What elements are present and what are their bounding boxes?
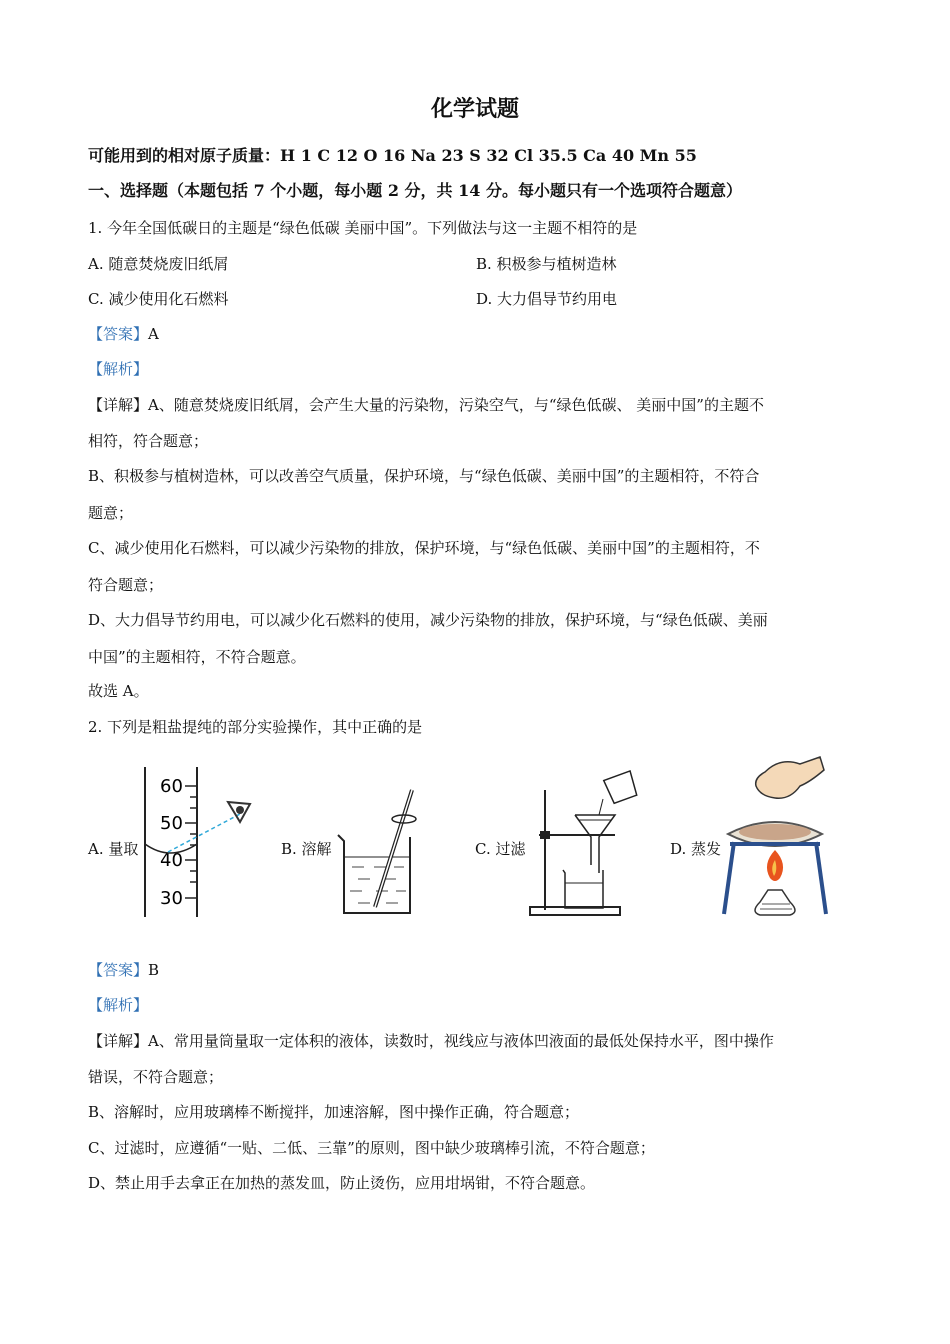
q1-option-d: D. 大力倡导节约用电 [476,290,618,308]
detail-tag: 【详解】 [88,1032,149,1050]
q1-option-c: C. 减少使用化石燃料 [88,290,229,308]
tick-label: 30 [160,888,183,909]
q2-stem: 2. 下列是粗盐提纯的部分实验操作，其中正确的是 [88,718,423,736]
answer-tag: 【答案】 [88,325,149,343]
answer-value: B [148,961,160,979]
evaporation-figure [720,752,830,920]
q1-stem: 1. 今年全国低碳日的主题是“绿色低碳 美丽中国”。下列做法与这一主题不相符的是 [88,219,638,237]
q1-conclusion: 故选 A。 [88,682,149,700]
q2-detail-line: 错误，不符合题意； [88,1068,224,1086]
fig-label-c: C. 过滤 [475,840,526,858]
q2-detail-line: D、禁止用手去拿正在加热的蒸发皿，防止烫伤，应用坩埚钳，不符合题意。 [88,1174,596,1192]
filtration-figure [525,765,645,920]
q1-detail-line: C、减少使用化石燃料，可以减少污染物的排放，保护环境，与“绿色低碳、美丽中国”的主题相符，不 [88,539,760,557]
detail-tag: 【详解】 [88,396,149,414]
dissolving-beaker-figure [330,785,430,920]
page-title: 化学试题 [430,96,519,122]
fig-label-a: A. 量取 [88,840,139,858]
q1-detail-line: 中国”的主题相符，不符合题意。 [88,648,306,666]
tick-label: 60 [160,776,183,797]
q2-analysis-tag: 【解析】 [88,996,149,1014]
q1-option-a: A. 随意焚烧废旧纸屑 [88,255,229,273]
q1-detail-line: 符合题意； [88,576,164,594]
q1-detail-line: D、大力倡导节约用电，可以减少化石燃料的使用，减少污染物的排放，保护环境，与“绿色低碳、美丽 [88,611,768,629]
fig-label-d: D. 蒸发 [670,840,722,858]
fig-label-b: B. 溶解 [281,840,332,858]
q1-detail-line: B、积极参与植树造林，可以改善空气质量，保护环境，与“绿色低碳、美丽中国”的主题相符，不符合 [88,467,760,485]
q1-detail-line: 相符，符合题意； [88,432,209,450]
q1-detail-line: 题意； [88,504,134,522]
tick-label: 50 [160,813,183,834]
q2-detail-line: C、过滤时，应遵循“一贴、二低、三靠”的原则，图中缺少玻璃棒引流，不符合题意； [88,1139,655,1157]
q2-detail-line: B、溶解时，应用玻璃棒不断搅拌，加速溶解，图中操作正确，符合题意； [88,1103,580,1121]
answer-tag: 【答案】 [88,961,149,979]
q1-answer [88,324,159,344]
q1-option-b: B. 积极参与植树造林 [476,255,617,273]
answer-value: A [148,325,159,343]
detail-text: A、随意焚烧废旧纸屑，会产生大量的污染物，污染空气，与“绿色低碳、 美丽中国”的主题不 [148,396,764,414]
q1-analysis-tag: 【解析】 [88,360,149,378]
q2-answer [88,960,159,980]
section-header: 一、选择题（本题包括 7 个小题，每小题 2 分，共 14 分。每小题只有一个选项符合题意） [88,181,742,200]
atomic-masses: 可能用到的相对原子质量：H 1 C 12 O 16 Na 23 S 32 Cl 35.5 Ca 40 Mn 55 [88,146,697,165]
graduated-cylinder-figure [140,762,260,922]
q2-detail-line [88,1031,774,1051]
tick-label: 40 [160,850,183,871]
q1-detail-line [88,395,764,415]
detail-text: A、常用量筒量取一定体积的液体，读数时，视线应与液体凹液面的最低处保持水平，图中操作 [148,1032,774,1050]
